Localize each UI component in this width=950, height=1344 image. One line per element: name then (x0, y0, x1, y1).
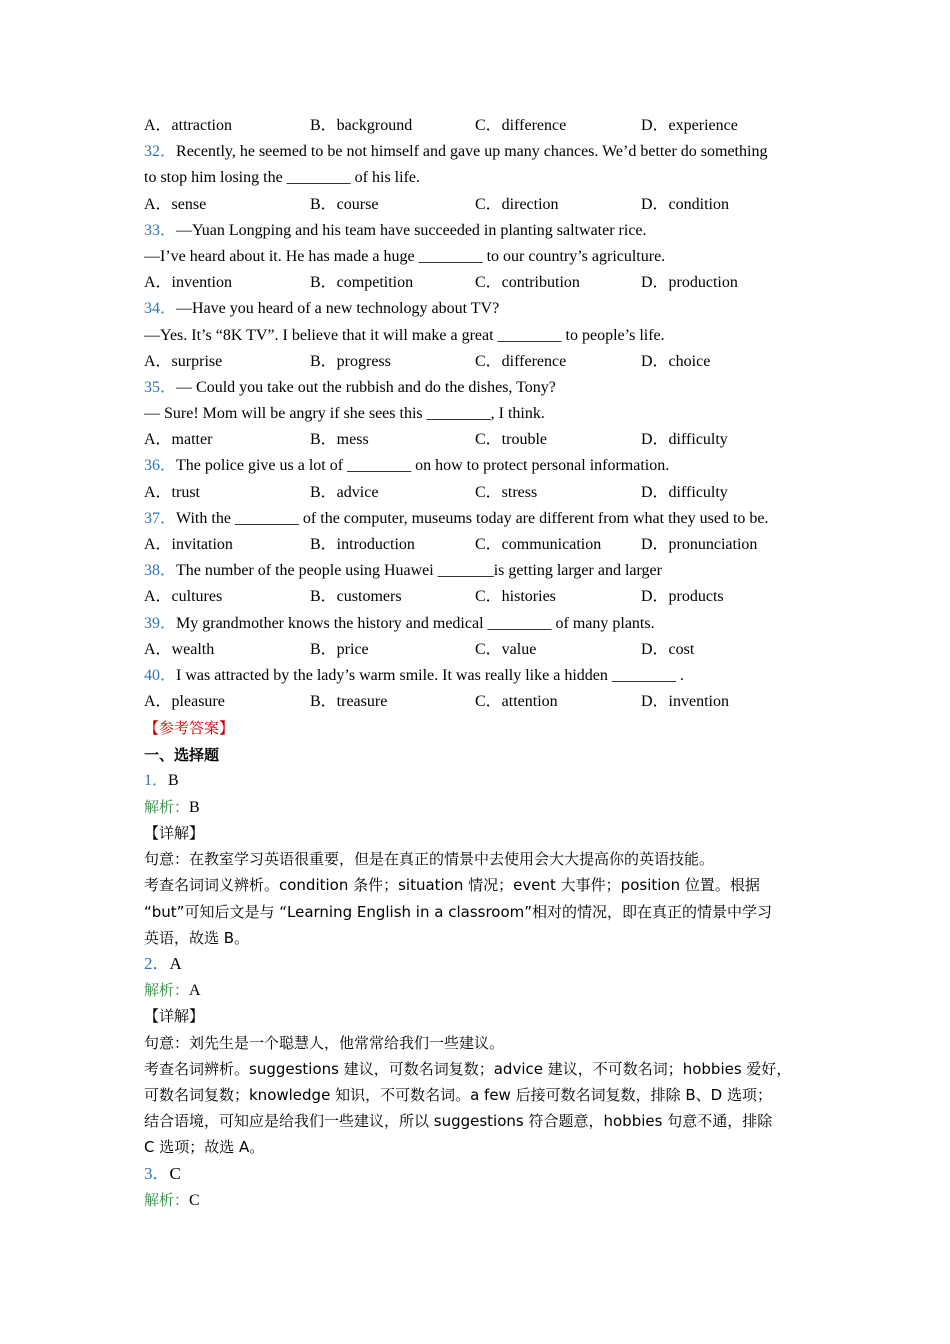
question-number: 33． (144, 221, 177, 239)
analysis-line (144, 794, 810, 820)
option-b: B．mess (310, 431, 369, 449)
question-stem: — Could you take out the rubbish and do the dishes, Tony? (176, 378, 556, 396)
answer-3 (144, 1161, 810, 1187)
option-b: B．treasure (310, 693, 388, 711)
question-stem: With the ________ of the computer, museums today are different from what they used to be. (176, 509, 769, 527)
option-a: A．trust (144, 483, 201, 501)
option-d: D．condition (641, 195, 729, 213)
answer-letter: A (169, 954, 182, 973)
option-d: D．experience (641, 117, 738, 134)
option-b: B．competition (310, 274, 414, 292)
question-32-options (144, 192, 810, 218)
option-d: D．invention (641, 693, 729, 711)
question-39-options (144, 637, 810, 663)
question-35-options (144, 427, 810, 453)
answer-number: 3． (144, 1163, 170, 1183)
question-33-options (144, 270, 810, 296)
question-stem: My grandmother knows the history and medical ________ of many plants. (176, 614, 655, 632)
option-d: D．difficulty (641, 431, 728, 449)
analysis-value: A (189, 982, 201, 1000)
option-d: D．choice (641, 352, 711, 370)
question-number: 36． (144, 457, 177, 475)
answer-number: 2． (144, 954, 170, 973)
question-number: 37． (144, 509, 177, 527)
option-a: A．invitation (144, 536, 233, 553)
question-stem-line: —Yes. It’s “8K TV”. I believe that it will make a great ________ to people’s life. (144, 326, 665, 344)
explanation-line: 句意：在教室学习英语很重要，但是在真正的情景中去使用会大大提高你的英语技能。 (144, 850, 715, 869)
question-32 (144, 139, 810, 165)
question-37 (144, 506, 810, 532)
analysis-value: B (189, 798, 200, 816)
question-number: 35． (144, 378, 177, 396)
answer-letter: B (168, 771, 179, 789)
option-c: C．communication (475, 536, 602, 553)
question-stem-line: — Sure! Mom will be angry if she sees this ________, I think. (144, 405, 545, 423)
option-b: B．progress (310, 352, 391, 370)
question-stem-line: to stop him losing the ________ of his life. (144, 169, 420, 187)
answer-number: 1． (144, 771, 169, 789)
explanation-line: 结合语境，可知应是给我们一些建议，所以 suggestions 符合题意，hobbies 句意不通，排除 (144, 1112, 773, 1131)
option-a: A．attraction (144, 117, 232, 134)
option-a: A．wealth (144, 640, 215, 658)
question-36-options (144, 480, 810, 506)
option-c: C．contribution (475, 274, 580, 292)
option-c: C．histories (475, 588, 556, 606)
question-stem: —Have you heard of a new technology about TV? (176, 300, 500, 318)
option-b: B．course (310, 195, 379, 213)
question-35 (144, 375, 810, 401)
question-number: 38． (144, 562, 177, 580)
question-stem: The number of the people using Huawei _______is getting larger and larger (176, 562, 662, 580)
question-34 (144, 296, 810, 322)
option-a: A．sense (144, 195, 207, 213)
question-34-options (144, 349, 810, 375)
detail-label: 【详解】 (144, 1007, 205, 1026)
option-d: D．production (641, 274, 738, 292)
question-38 (144, 558, 810, 584)
question-stem: —Yuan Longping and his team have succeeded in planting saltwater rice. (176, 221, 647, 239)
option-d: D．difficulty (641, 483, 728, 501)
question-stem: I was attracted by the lady’s warm smile. It was really like a hidden ________ . (176, 666, 684, 684)
option-b: B．price (310, 640, 369, 658)
option-c: C．difference (475, 117, 567, 134)
analysis-value: C (189, 1191, 200, 1209)
option-a: A．surprise (144, 352, 223, 370)
section-heading: 一、选择题 (144, 745, 220, 764)
analysis-label: 解析： (144, 981, 190, 1000)
explanation-line: 考查名词词义辨析。condition 条件；situation 情况；event 大事件；position 位置。根据 (144, 876, 760, 895)
option-d: D．cost (641, 640, 695, 658)
explanation-line: 句意：刘先生是一个聪慧人，他常常给我们一些建议。 (144, 1033, 505, 1052)
answer-2 (144, 951, 810, 977)
question-stem: The police give us a lot of ________ on how to protect personal information. (176, 457, 670, 475)
option-d: D．pronunciation (641, 536, 758, 553)
question-36 (144, 453, 810, 479)
option-c: C．difference (475, 352, 567, 370)
question-number: 32． (144, 143, 177, 161)
option-c: C．stress (475, 483, 538, 501)
question-37-options (144, 532, 810, 558)
option-b: B．background (310, 117, 413, 134)
answer-key-header: 【参考答案】 (144, 719, 235, 738)
question-stem-line: —I’ve heard about it. He has made a huge ________ to our country’s agriculture. (144, 247, 666, 265)
option-b: B．customers (310, 588, 402, 606)
page-content (144, 113, 810, 1213)
explanation-line: 考查名词辨析。suggestions 建议，可数名词复数；advice 建议，不可数名词；hobbies 爱好， (144, 1059, 792, 1078)
analysis-line (144, 977, 810, 1003)
explanation-line: “but”可知后文是与 “Learning English in a classroom”相对的情况，即在真正的情景中学习 (144, 902, 773, 921)
option-c: C．attention (475, 693, 558, 711)
answer-1 (144, 768, 810, 794)
question-number: 34． (144, 300, 177, 318)
option-b: B．introduction (310, 536, 415, 553)
option-d: D．products (641, 588, 724, 606)
explanation-line: 可数名词复数；knowledge 知识，不可数名词。a few 后接可数名词复数，排除 B、D 选项； (144, 1085, 772, 1104)
question-40-options (144, 689, 810, 715)
explanation-line: C 选项；故选 A。 (144, 1138, 265, 1157)
analysis-line (144, 1187, 810, 1213)
option-b: B．advice (310, 483, 379, 501)
analysis-label: 解析： (144, 1190, 190, 1209)
question-number: 40． (144, 666, 177, 684)
question-33 (144, 218, 810, 244)
question-38-options (144, 584, 810, 610)
question-stem: Recently, he seemed to be not himself and gave up many chances. We’d better do something (176, 143, 768, 161)
option-a: A．pleasure (144, 693, 225, 711)
question-39 (144, 611, 810, 637)
option-c: C．direction (475, 195, 559, 213)
analysis-label: 解析： (144, 797, 190, 816)
option-c: C．value (475, 640, 537, 658)
question-31-options (144, 113, 810, 139)
option-a: A．invention (144, 274, 232, 292)
option-c: C．trouble (475, 431, 547, 449)
question-40 (144, 663, 810, 689)
answer-letter: C (169, 1163, 181, 1183)
option-a: A．cultures (144, 588, 223, 606)
question-number: 39． (144, 614, 177, 632)
option-a: A．matter (144, 431, 213, 449)
explanation-line: 英语，故选 B。 (144, 928, 250, 947)
detail-label: 【详解】 (144, 824, 205, 843)
